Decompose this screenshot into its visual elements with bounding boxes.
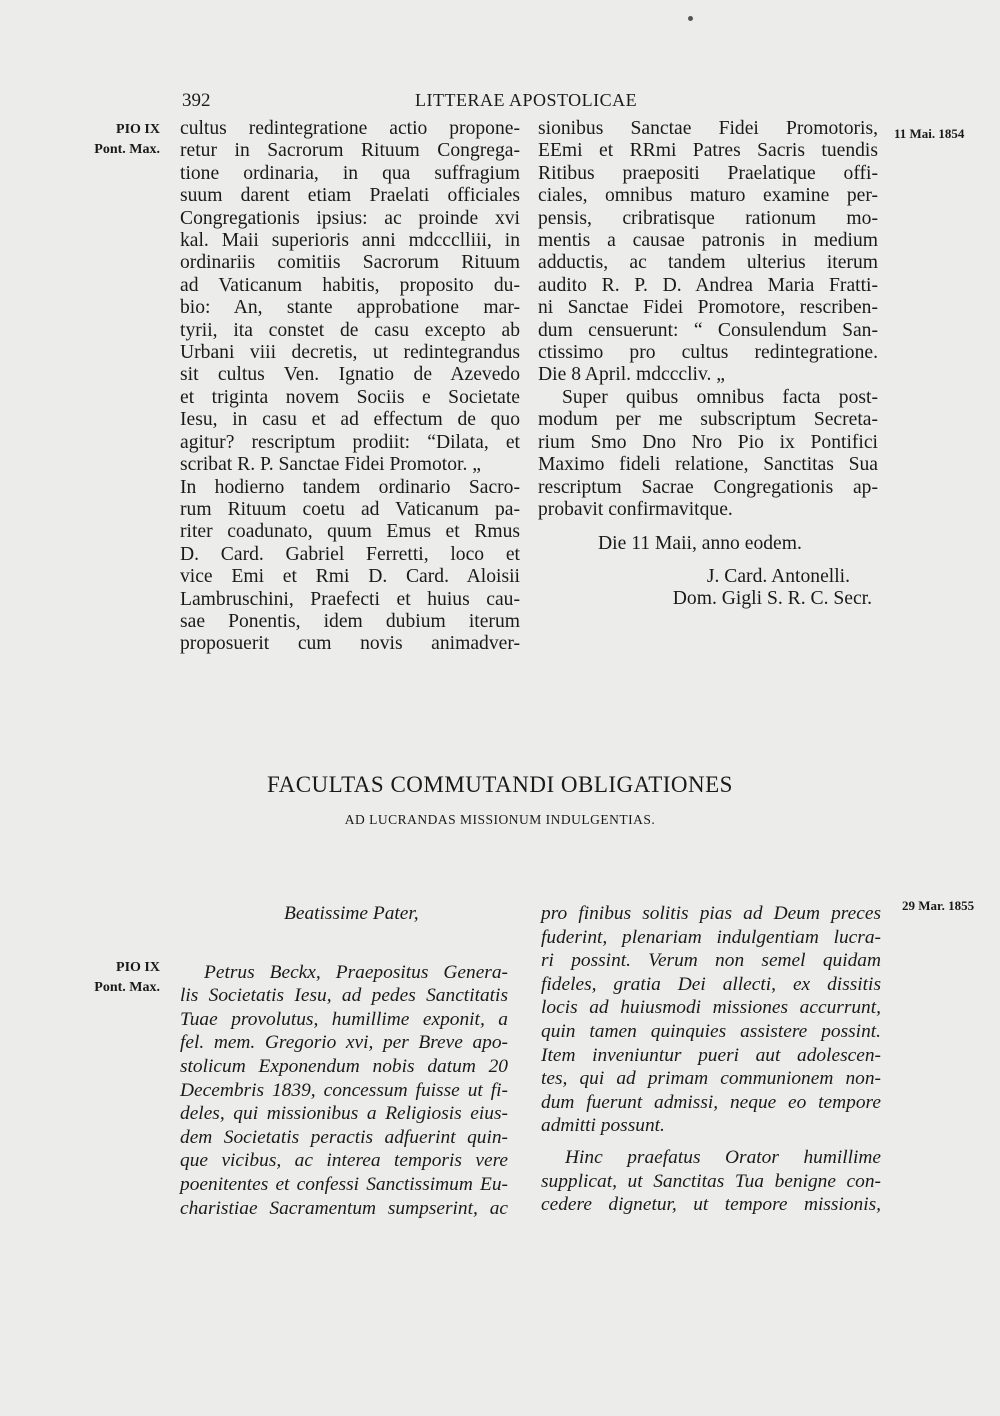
section-title: FACULTAS COMMUTANDI OBLIGATIONES xyxy=(267,772,733,797)
text-line: dum fuerunt admissi, neque eo tempore xyxy=(541,1091,881,1113)
text-line: Item inveniuntur pueri aut adolescen- xyxy=(541,1044,881,1066)
text-line: sit cultus Ven. Ignatio de Azevedo xyxy=(180,364,520,386)
text-line: rium Smo Dno Nro Pio ix Pontifici xyxy=(538,431,878,453)
text-line: tes, qui ad primam communionem non- xyxy=(541,1068,881,1090)
text-line: que vicibus, ac interea temporis vere xyxy=(180,1150,508,1172)
text-line: cultus redintegratione actio propone- xyxy=(180,118,520,139)
margin-date-top: 11 Mai. 1854 xyxy=(894,126,965,141)
text-line: et triginta novem Sociis e Societate xyxy=(180,386,520,408)
text-line: kal. Maii superioris anni mdccclliii, in xyxy=(180,230,520,252)
text-line: D. Card. Gabriel Ferretti, loco et xyxy=(180,543,520,565)
text-line: audito R. P. D. Andrea Maria Fratti- xyxy=(538,274,878,296)
text-line: cedere dignetur, ut tempore missionis, xyxy=(541,1194,881,1216)
text-line: stolicum Exponendum nobis datum 20 xyxy=(180,1055,508,1077)
margin-note-line: PIO IX xyxy=(116,960,160,975)
text-line: vice Emi et Rmi D. Card. Aloisii xyxy=(180,566,520,588)
text-line: sionibus Sanctae Fidei Promotoris, xyxy=(538,118,878,139)
text-line: mentis a causae patronis in medium xyxy=(538,230,878,252)
signature-line: Dom. Gigli S. R. C. Secr. xyxy=(672,588,872,610)
margin-date-bottom: 29 Mar. 1855 xyxy=(902,898,975,913)
text-line: tyrii, ita constet de casu excepto ab xyxy=(180,319,520,341)
text-line: ordinariis comitiis Sacrorum Rituum xyxy=(180,252,520,274)
column-3 xyxy=(180,902,508,1220)
text-line: Die 8 April. mdcccliv. „ xyxy=(538,364,725,386)
text-line: locis ad huiusmodi missiones accurrunt, xyxy=(541,997,881,1019)
salutation: Beatissime Pater, xyxy=(284,903,419,924)
text-line: proposuerit cum novis animadver- xyxy=(180,633,520,655)
ink-speck xyxy=(688,16,693,21)
text-line: Lambruschini, Praefecti et huius cau- xyxy=(180,588,520,610)
text-line: rescriptum Sacrae Congregationis ap- xyxy=(538,476,878,498)
text-line: ciales, omnibus maturo examine per- xyxy=(538,185,878,207)
text-line: rum Rituum coetu ad Vaticanum pa- xyxy=(180,498,520,520)
text-line: ctissimo pro cultus redintegratione. xyxy=(538,342,878,364)
text-line: In hodierno tandem ordinario Sacro- xyxy=(180,476,520,498)
dateline: Die 11 Maii, anno eodem. xyxy=(598,533,802,555)
text-line: ri possint. Verum non semel quidam xyxy=(541,950,881,972)
text-line: admitti possunt. xyxy=(541,1115,665,1137)
text-line: retur in Sacrorum Rituum Congrega- xyxy=(180,140,520,162)
text-line: sae Ponentis, idem dubium iterum xyxy=(180,610,520,632)
signature-line: J. Card. Antonelli. xyxy=(706,565,850,587)
margin-note-line: Pont. Max. xyxy=(94,980,160,995)
text-line: riter coadunato, quum Emus et Rmus xyxy=(180,521,520,543)
running-title: LITTERAE APOSTOLICAE xyxy=(415,90,638,110)
text-line: scribat R. P. Sanctae Fidei Promotor. „ xyxy=(180,454,481,476)
text-line: dum censuerunt: “ Consulendum San- xyxy=(538,319,878,341)
section-subtitle: AD LUCRANDAS MISSIONUM INDULGENTIAS. xyxy=(344,812,656,827)
text-line: charistiae Sacramentum sumpserint, ac xyxy=(180,1197,508,1219)
text-line: Tuae provolutus, humillime exponit, a xyxy=(180,1008,508,1030)
text-line: modum per me subscriptum Secreta- xyxy=(538,409,878,431)
text-line: lis Societatis Iesu, ad pedes Sanctitatis xyxy=(180,985,508,1007)
text-line: supplicat, ut Sanctitas Tua benigne con- xyxy=(541,1170,881,1192)
text-line: ad Vaticanum habitis, proposito du- xyxy=(180,274,520,296)
margin-note-pope-bottom xyxy=(60,958,160,998)
text-line: tione ordinaria, in qua suffragium xyxy=(180,162,520,184)
text-line: Hinc praefatus Orator humillime xyxy=(565,1146,881,1168)
text-line: quin tamen quinquies assistere possint. xyxy=(541,1020,881,1042)
text-line: fel. mem. Gregorio xvi, per Breve apo- xyxy=(180,1032,508,1054)
margin-note-line: Pont. Max. xyxy=(94,142,160,157)
text-line: EEmi et RRmi Patres Sacris tuendis xyxy=(538,140,878,162)
text-line: Iesu, in casu et ad effectum de quo xyxy=(180,409,520,431)
column-2 xyxy=(538,118,878,611)
text-line: agitur? rescriptum prodiit: “Dilata, et xyxy=(180,431,520,453)
column-4 xyxy=(541,902,881,1217)
text-line: adductis, ac tandem ulterius iterum xyxy=(538,252,878,274)
text-line: deles, qui missionibus a Religiosis eius- xyxy=(180,1103,508,1125)
text-line: Super quibus omnibus facta post- xyxy=(562,386,878,408)
text-line: Maximo fideli relatione, Sanctitas Sua xyxy=(538,454,878,476)
text-line: Urbani viii decretis, ut redintegrandus xyxy=(180,342,520,364)
column-1 xyxy=(180,118,520,656)
text-line: poenitentes et confessi Sanctissimum Eu- xyxy=(180,1173,508,1195)
text-line: probavit confirmavitque. xyxy=(538,498,733,520)
text-line: Congregationis ipsius: ac proinde xvi xyxy=(180,207,520,229)
page-number: 392 xyxy=(182,90,211,111)
text-line: pro finibus solitis pias ad Deum preces xyxy=(541,903,881,924)
text-line: Petrus Beckx, Praepositus Genera- xyxy=(204,961,508,983)
text-line: bio: An, stante approbatione mar- xyxy=(180,297,520,319)
text-line: Ritibus praepositi Praelatique offi- xyxy=(538,162,878,184)
margin-note-pope-top xyxy=(60,120,160,160)
text-line: ni Sanctae Fidei Promotore, rescriben- xyxy=(538,297,878,319)
text-line: fideles, gratia Dei allecti, ex dissitis xyxy=(541,973,881,995)
margin-note-line: PIO IX xyxy=(116,122,160,137)
text-line: pensis, cribratisque rationum mo- xyxy=(538,207,878,229)
text-line: fuderint, plenariam indulgentiam lucra- xyxy=(541,926,881,948)
text-line: dem Societatis peractis adfuerint quin- xyxy=(180,1126,508,1148)
text-line: Decembris 1839, concessum fuisse ut fi- xyxy=(180,1079,508,1101)
text-line: suum darent etiam Praelati officiales xyxy=(180,185,520,207)
